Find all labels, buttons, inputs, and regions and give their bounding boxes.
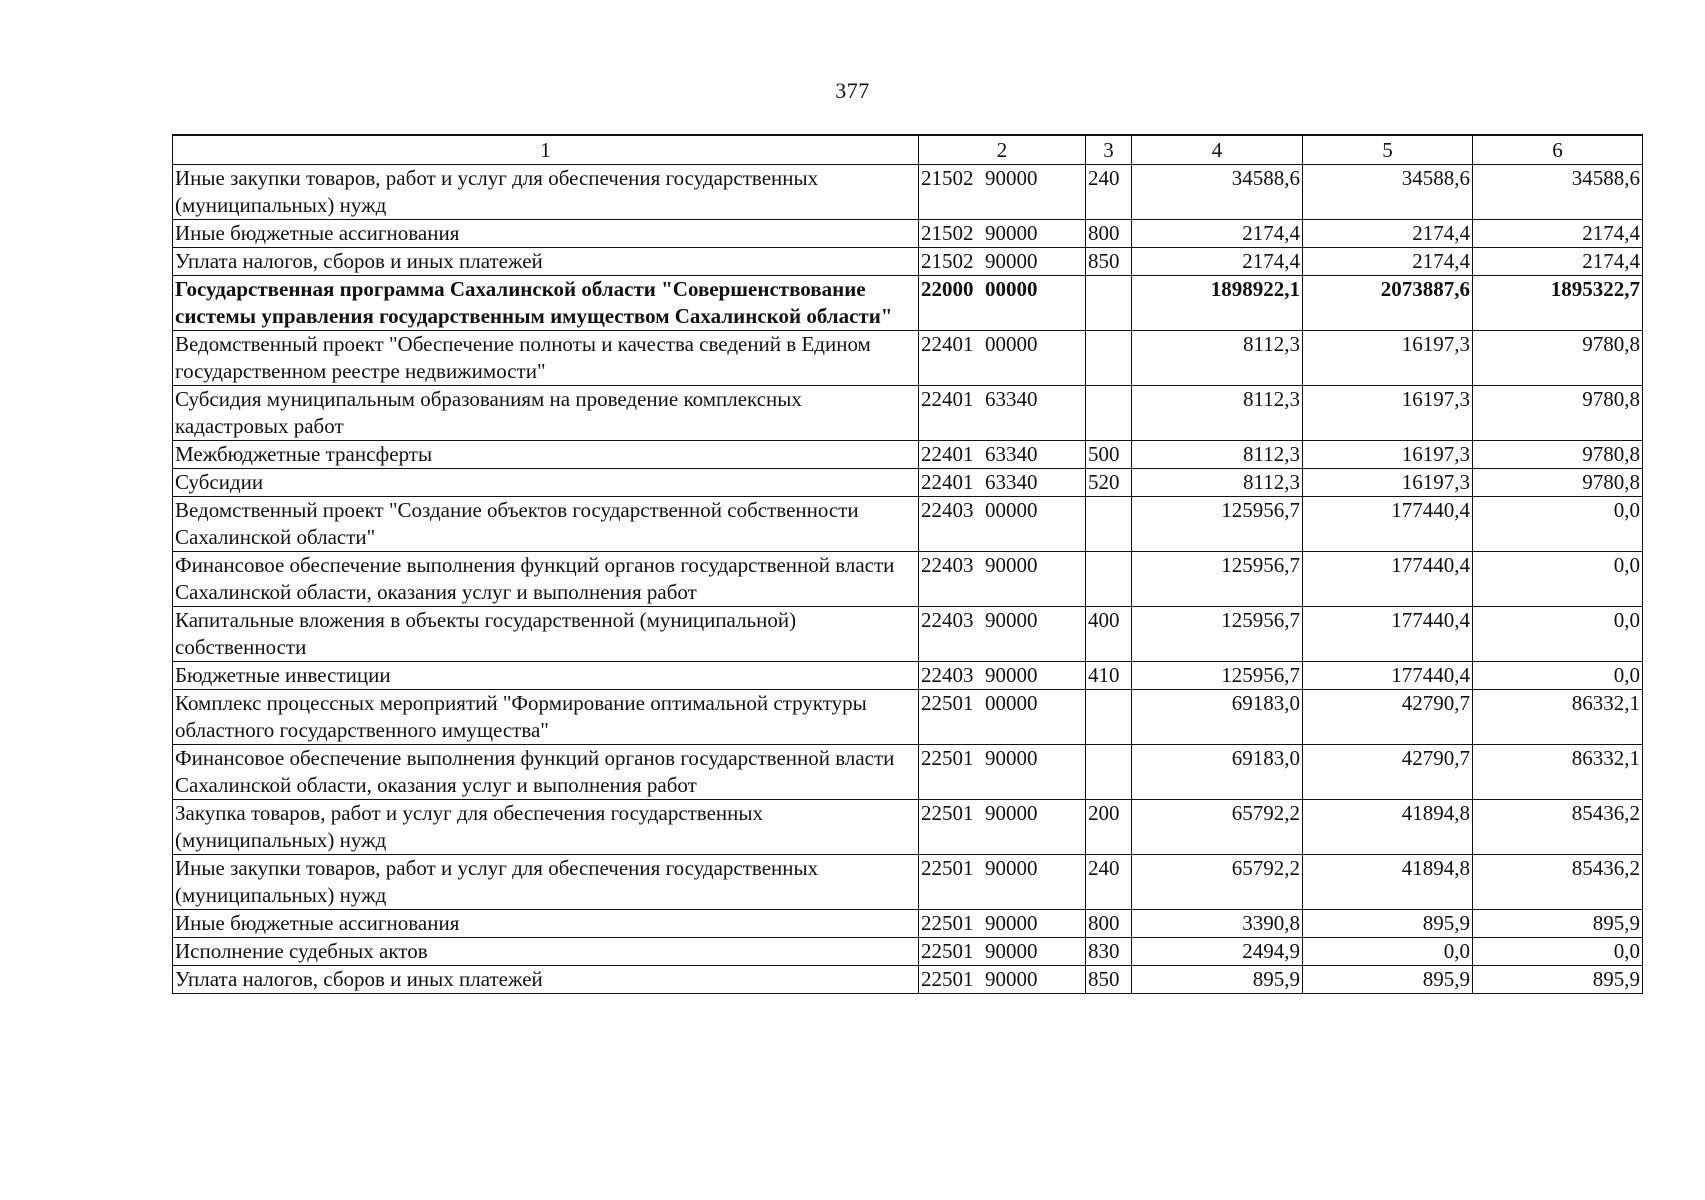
header-cell-2: 2 — [919, 135, 1086, 165]
row-value-1-cell: 34588,6 — [1132, 165, 1303, 220]
row-kvr-cell — [1086, 497, 1132, 552]
program-code: 21502 — [921, 249, 974, 273]
table-row — [173, 469, 1643, 497]
row-code-cell — [919, 386, 1086, 441]
row-code-cell — [919, 165, 1086, 220]
row-value-3-cell: 0,0 — [1473, 662, 1643, 690]
table-row — [173, 966, 1643, 994]
row-value-2-cell: 41894,8 — [1303, 855, 1473, 910]
table-row — [173, 662, 1643, 690]
table-row — [173, 386, 1643, 441]
row-kvr-cell — [1086, 745, 1132, 800]
direction-code: 90000 — [985, 221, 1038, 245]
table-row — [173, 745, 1643, 800]
row-name-cell: Субсидия муниципальным образованиям на проведение комплексных кадастровых работ — [173, 386, 919, 441]
row-value-1-cell: 2174,4 — [1132, 220, 1303, 248]
row-value-2-cell: 16197,3 — [1303, 441, 1473, 469]
row-value-3-cell: 9780,8 — [1473, 386, 1643, 441]
table-body — [173, 165, 1643, 994]
row-value-2-cell: 895,9 — [1303, 910, 1473, 938]
row-value-1-cell: 2494,9 — [1132, 938, 1303, 966]
row-kvr-cell: 800 — [1086, 220, 1132, 248]
row-value-2-cell: 2174,4 — [1303, 248, 1473, 276]
row-value-1-cell: 8112,3 — [1132, 386, 1303, 441]
row-kvr-cell: 520 — [1086, 469, 1132, 497]
row-kvr-cell — [1086, 386, 1132, 441]
program-code: 22401 — [921, 470, 974, 494]
direction-code: 90000 — [985, 746, 1038, 770]
table-row — [173, 607, 1643, 662]
table-row — [173, 497, 1643, 552]
row-name-cell: Иные закупки товаров, работ и услуг для обеспечения государственных (муниципальных) нужд — [173, 855, 919, 910]
row-name-cell: Комплекс процессных мероприятий "Формирование оптимальной структуры областного государственного имущества" — [173, 690, 919, 745]
row-name-cell: Исполнение судебных актов — [173, 938, 919, 966]
direction-code: 90000 — [985, 249, 1038, 273]
row-kvr-cell: 200 — [1086, 800, 1132, 855]
row-value-3-cell: 2174,4 — [1473, 248, 1643, 276]
direction-code: 63340 — [985, 470, 1038, 494]
row-value-2-cell: 42790,7 — [1303, 690, 1473, 745]
row-name-cell: Субсидии — [173, 469, 919, 497]
row-value-2-cell: 177440,4 — [1303, 552, 1473, 607]
row-value-1-cell: 65792,2 — [1132, 800, 1303, 855]
row-code-cell — [919, 662, 1086, 690]
row-value-2-cell: 16197,3 — [1303, 469, 1473, 497]
row-name-cell: Бюджетные инвестиции — [173, 662, 919, 690]
row-value-1-cell: 69183,0 — [1132, 745, 1303, 800]
row-code-cell — [919, 690, 1086, 745]
row-kvr-cell — [1086, 331, 1132, 386]
row-name-cell: Иные закупки товаров, работ и услуг для обеспечения государственных (муниципальных) нужд — [173, 165, 919, 220]
row-value-2-cell: 0,0 — [1303, 938, 1473, 966]
row-value-2-cell: 42790,7 — [1303, 745, 1473, 800]
row-value-2-cell: 177440,4 — [1303, 497, 1473, 552]
row-kvr-cell: 850 — [1086, 248, 1132, 276]
row-name-cell: Государственная программа Сахалинской области "Совершенствование системы управления государственным имуществом Сахалинской области" — [173, 276, 919, 331]
header-cell-5: 5 — [1303, 135, 1473, 165]
row-code-cell — [919, 248, 1086, 276]
row-value-3-cell: 2174,4 — [1473, 220, 1643, 248]
program-code: 22403 — [921, 553, 974, 577]
row-value-1-cell: 895,9 — [1132, 966, 1303, 994]
row-kvr-cell: 400 — [1086, 607, 1132, 662]
row-code-cell — [919, 497, 1086, 552]
row-name-cell: Капитальные вложения в объекты государственной (муниципальной) собственности — [173, 607, 919, 662]
table-row — [173, 248, 1643, 276]
row-name-cell: Уплата налогов, сборов и иных платежей — [173, 248, 919, 276]
program-code: 21502 — [921, 166, 974, 190]
row-value-3-cell: 9780,8 — [1473, 469, 1643, 497]
row-code-cell — [919, 855, 1086, 910]
row-name-cell: Ведомственный проект "Обеспечение полноты и качества сведений в Едином государственном реестре недвижимости" — [173, 331, 919, 386]
row-value-3-cell: 85436,2 — [1473, 800, 1643, 855]
header-cell-4: 4 — [1132, 135, 1303, 165]
row-value-3-cell: 895,9 — [1473, 910, 1643, 938]
row-code-cell — [919, 552, 1086, 607]
direction-code: 00000 — [985, 691, 1038, 715]
program-code: 22403 — [921, 663, 974, 687]
direction-code: 00000 — [985, 498, 1038, 522]
row-kvr-cell — [1086, 552, 1132, 607]
row-code-cell — [919, 276, 1086, 331]
program-code: 22501 — [921, 939, 974, 963]
direction-code: 90000 — [985, 911, 1038, 935]
row-value-1-cell: 125956,7 — [1132, 662, 1303, 690]
row-code-cell — [919, 745, 1086, 800]
direction-code: 90000 — [985, 801, 1038, 825]
program-code: 22501 — [921, 746, 974, 770]
row-value-3-cell: 0,0 — [1473, 552, 1643, 607]
table-row — [173, 938, 1643, 966]
program-code: 22401 — [921, 387, 974, 411]
table-row — [173, 690, 1643, 745]
header-cell-3: 3 — [1086, 135, 1132, 165]
row-value-2-cell: 34588,6 — [1303, 165, 1473, 220]
header-cell-6: 6 — [1473, 135, 1643, 165]
row-value-1-cell: 8112,3 — [1132, 331, 1303, 386]
row-value-3-cell: 1895322,7 — [1473, 276, 1643, 331]
row-value-1-cell: 8112,3 — [1132, 469, 1303, 497]
row-kvr-cell — [1086, 690, 1132, 745]
row-kvr-cell: 850 — [1086, 966, 1132, 994]
program-code: 22501 — [921, 801, 974, 825]
row-code-cell — [919, 331, 1086, 386]
row-value-3-cell: 34588,6 — [1473, 165, 1643, 220]
table-row — [173, 276, 1643, 331]
direction-code: 90000 — [985, 856, 1038, 880]
program-code: 22000 — [921, 277, 974, 301]
row-value-1-cell: 8112,3 — [1132, 441, 1303, 469]
direction-code: 00000 — [985, 277, 1038, 301]
row-value-1-cell: 1898922,1 — [1132, 276, 1303, 331]
program-code: 22501 — [921, 967, 974, 991]
row-value-2-cell: 41894,8 — [1303, 800, 1473, 855]
row-value-3-cell: 86332,1 — [1473, 745, 1643, 800]
row-code-cell — [919, 910, 1086, 938]
table-row — [173, 910, 1643, 938]
row-value-2-cell: 2073887,6 — [1303, 276, 1473, 331]
program-code: 21502 — [921, 221, 974, 245]
table-row — [173, 331, 1643, 386]
row-code-cell — [919, 469, 1086, 497]
row-value-1-cell: 125956,7 — [1132, 497, 1303, 552]
row-value-2-cell: 177440,4 — [1303, 662, 1473, 690]
row-kvr-cell: 800 — [1086, 910, 1132, 938]
row-code-cell — [919, 800, 1086, 855]
table-row — [173, 441, 1643, 469]
row-value-3-cell: 86332,1 — [1473, 690, 1643, 745]
row-value-2-cell: 895,9 — [1303, 966, 1473, 994]
direction-code: 90000 — [985, 663, 1038, 687]
direction-code: 90000 — [985, 166, 1038, 190]
table-row — [173, 220, 1643, 248]
row-name-cell: Межбюджетные трансферты — [173, 441, 919, 469]
row-value-1-cell: 125956,7 — [1132, 552, 1303, 607]
program-code: 22501 — [921, 856, 974, 880]
row-value-2-cell: 16197,3 — [1303, 386, 1473, 441]
row-value-2-cell: 2174,4 — [1303, 220, 1473, 248]
row-value-2-cell: 177440,4 — [1303, 607, 1473, 662]
row-code-cell — [919, 220, 1086, 248]
table-row — [173, 552, 1643, 607]
row-value-3-cell: 0,0 — [1473, 938, 1643, 966]
table-row — [173, 800, 1643, 855]
row-value-3-cell: 0,0 — [1473, 607, 1643, 662]
direction-code: 90000 — [985, 967, 1038, 991]
row-value-1-cell: 2174,4 — [1132, 248, 1303, 276]
row-value-1-cell: 125956,7 — [1132, 607, 1303, 662]
table-header-row — [173, 135, 1643, 165]
row-name-cell: Финансовое обеспечение выполнения функций органов государственной власти Сахалинской области, оказания услуг и выполнения работ — [173, 745, 919, 800]
row-value-3-cell: 9780,8 — [1473, 331, 1643, 386]
program-code: 22403 — [921, 498, 974, 522]
table-row — [173, 855, 1643, 910]
row-value-3-cell: 9780,8 — [1473, 441, 1643, 469]
row-name-cell: Закупка товаров, работ и услуг для обеспечения государственных (муниципальных) нужд — [173, 800, 919, 855]
page-number: 377 — [835, 78, 870, 103]
row-name-cell: Иные бюджетные ассигнования — [173, 910, 919, 938]
direction-code: 90000 — [985, 939, 1038, 963]
row-code-cell — [919, 966, 1086, 994]
row-kvr-cell: 410 — [1086, 662, 1132, 690]
row-name-cell: Ведомственный проект "Создание объектов государственной собственности Сахалинской области" — [173, 497, 919, 552]
row-code-cell — [919, 938, 1086, 966]
row-code-cell — [919, 607, 1086, 662]
program-code: 22401 — [921, 442, 974, 466]
row-name-cell: Финансовое обеспечение выполнения функций органов государственной власти Сахалинской области, оказания услуг и выполнения работ — [173, 552, 919, 607]
row-kvr-cell: 240 — [1086, 855, 1132, 910]
row-kvr-cell: 830 — [1086, 938, 1132, 966]
row-value-3-cell: 895,9 — [1473, 966, 1643, 994]
direction-code: 63340 — [985, 442, 1038, 466]
row-value-1-cell: 65792,2 — [1132, 855, 1303, 910]
row-name-cell: Уплата налогов, сборов и иных платежей — [173, 966, 919, 994]
row-value-1-cell: 3390,8 — [1132, 910, 1303, 938]
row-kvr-cell: 500 — [1086, 441, 1132, 469]
row-value-1-cell: 69183,0 — [1132, 690, 1303, 745]
program-code: 22401 — [921, 332, 974, 356]
program-code: 22501 — [921, 691, 974, 715]
program-code: 22403 — [921, 608, 974, 632]
row-value-3-cell: 0,0 — [1473, 497, 1643, 552]
row-value-2-cell: 16197,3 — [1303, 331, 1473, 386]
direction-code: 90000 — [985, 608, 1038, 632]
row-kvr-cell: 240 — [1086, 165, 1132, 220]
direction-code: 90000 — [985, 553, 1038, 577]
header-cell-1: 1 — [173, 135, 919, 165]
row-name-cell: Иные бюджетные ассигнования — [173, 220, 919, 248]
direction-code: 00000 — [985, 332, 1038, 356]
program-code: 22501 — [921, 911, 974, 935]
direction-code: 63340 — [985, 387, 1038, 411]
row-code-cell — [919, 441, 1086, 469]
row-value-3-cell: 85436,2 — [1473, 855, 1643, 910]
budget-table — [172, 134, 1643, 994]
row-kvr-cell — [1086, 276, 1132, 331]
table-row — [173, 165, 1643, 220]
